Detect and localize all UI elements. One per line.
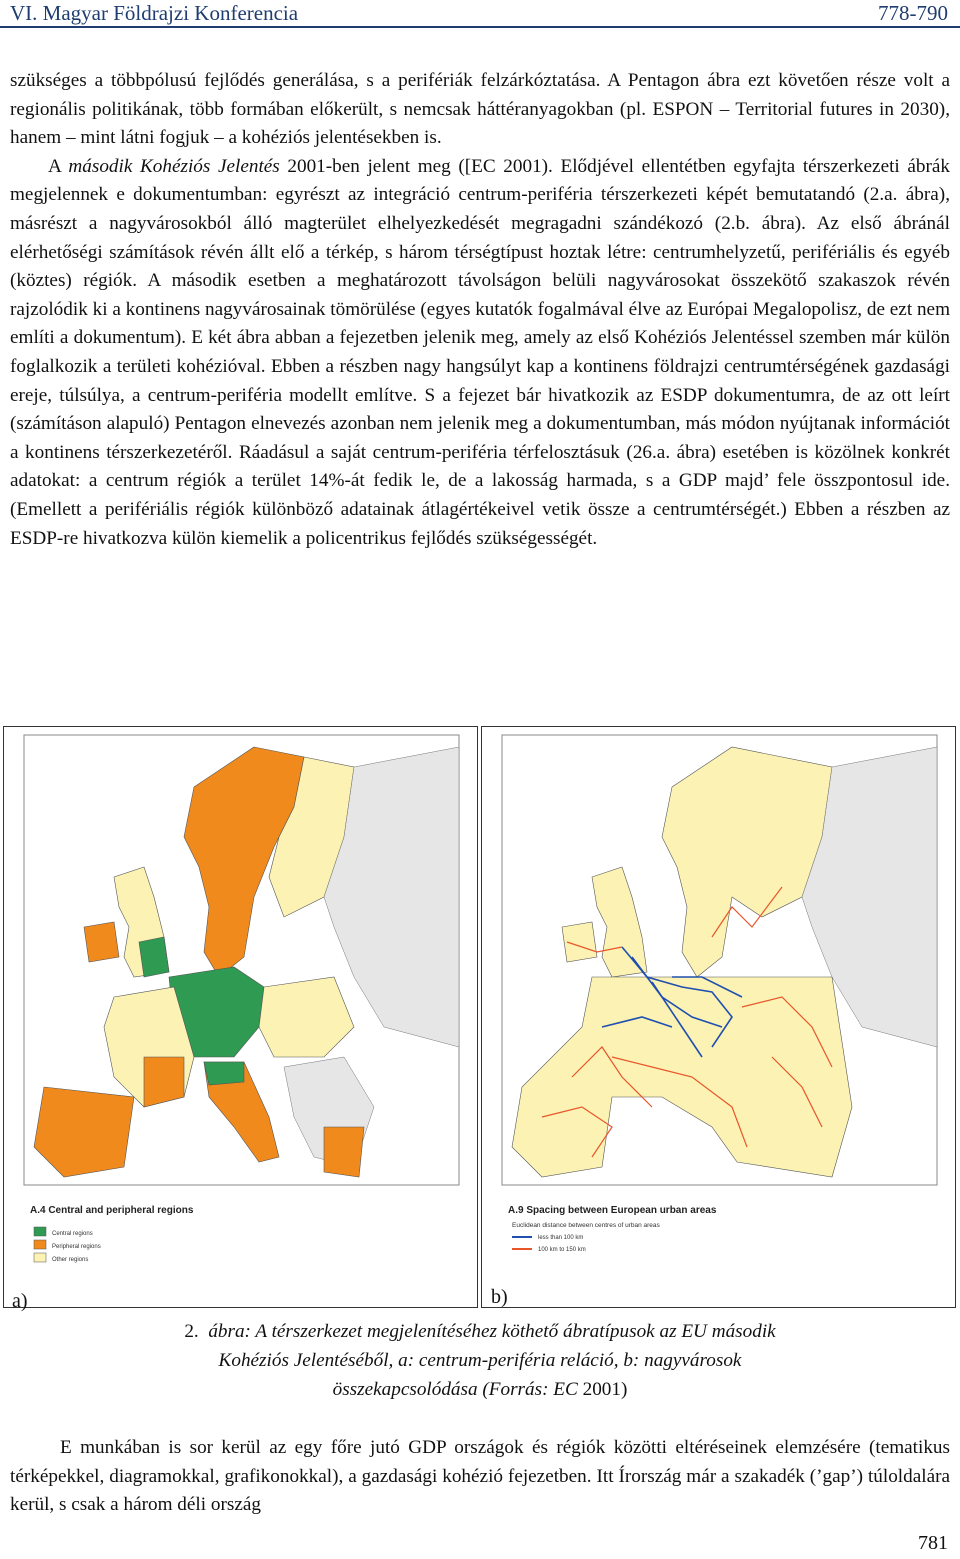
paragraph-1-text: szükséges a többpólusú fejlődés generálása, s a perifériák felzárkóztatása. A Pentagon ábra ezt követően része volt a regionális politikának, több formában előkerült, s nemcsak háttéranyagokban (pl. ESPON – Territorial futures in 2030), hanem – mint látni fogjuk – a kohéziós jelentésekben is. — [10, 70, 950, 149]
end-paragraph: E munkában is sor kerül az egy főre jutó GDP országok és régiók közötti eltéréseinek elemzésére (tematikus térképekkel, diagramokkal, grafikonokkal), a gazdasági kohézió fejezetben. Itt Írország már a szakadék (’gap’) túloldalára kerül, s csak a három déli ország — [10, 1437, 950, 1516]
legend-label-near: less than 100 km — [538, 1235, 584, 1241]
legend-swatch-peripheral — [34, 1240, 46, 1249]
paragraph-1 — [10, 67, 950, 153]
legend-label-other: Other regions — [52, 1257, 89, 1263]
caption-number: 2. — [184, 1321, 199, 1342]
paragraph-2-start: A — [48, 155, 69, 177]
caption-line-2: Kohéziós Jelentéséből, a: centrum-periféria reláció, b: nagyvárosok — [218, 1350, 742, 1371]
legend-swatch-other — [34, 1253, 46, 1262]
page-header — [0, 0, 960, 28]
page-range: 778-790 — [878, 1, 948, 25]
caption-year: 2001) — [577, 1379, 628, 1400]
page-number: 781 — [918, 1532, 948, 1554]
conference-title: VI. Magyar Földrajzi Konferencia — [10, 1, 299, 25]
map-b-panel — [481, 726, 956, 1308]
legend-swatch-central — [34, 1227, 46, 1236]
map-b-image — [482, 727, 956, 1308]
figure-2 — [3, 726, 957, 1308]
body-text — [10, 67, 950, 553]
end-text — [10, 1434, 950, 1520]
caption-line-1-text: ábra: A térszerkezet megjelenítéséhez köthető ábratípusok az EU második — [208, 1321, 776, 1342]
caption-source: EC — [553, 1379, 578, 1400]
caption-line-1 — [120, 1317, 840, 1346]
caption-line-3-text: összekapcsolódása (Forrás: — [332, 1379, 554, 1400]
legend-label-central: Central regions — [52, 1231, 93, 1237]
map-b-title: A.9 Spacing between European urban areas — [508, 1205, 717, 1216]
report-title-italic: második Kohéziós Jelentés — [68, 155, 280, 177]
figure-caption — [120, 1317, 840, 1404]
map-a-title: A.4 Central and peripheral regions — [30, 1205, 194, 1216]
map-a-panel — [3, 726, 478, 1308]
legend-label-far: 100 km to 150 km — [538, 1247, 586, 1253]
figure-label-a: a) — [12, 1290, 28, 1312]
figure-label-b: b) — [491, 1286, 508, 1308]
paragraph-2-rest: 2001-ben jelent meg ([EC 2001). Elődjével ellentétben egyfajta térszerkezeti ábrák megjelennek e dokumentumban: egyrészt az integráció centrum-periféria térszerkezeti képét bemutatandó (2.a. ábra), másrészt a nagyvárosokból álló magterület elhelyezkedését megragadni szándékozó (2.b. ábra). Az első ábránál elérhetőségi számítások révén állt elő a térkép, s három térségtípust hoztak létre: centrumhelyzetű, perifériális és egyéb (köztes) régiók. A második esetben a meghatározott távolságon belüli nagyvárosokat összekötő szakaszok révén rajzolódik ki a kontinens nagyvárosainak tömörülése (egyes kutatók fogalmával élve az Európai Megalopolisz, de ezt nem említi a dokumentum). E két ábra abban a fejezetben jelenik meg, amely az első Kohéziós Jelentéssel szemben már külön foglalkozik a területi kohézióval. Ebben a részben nagy hangsúlyt kap a kontinens földrajzi centrumtérségének gazdasági ereje, túlsúlya, a centrum-periféria modellt említve. S a fejezet bár hivatkozik az ESDP dokumentumra, de az ott leírt (számításon alapuló) Pentagon elnevezés azonban nem jelenik meg a dokumentumban, más módon nyújtanak információt a kontinens térszerkezetéről. Ráadásul a saját centrum-periféria térfelosztásuk (26.a. ábra) esetében is közölnek konkrét adatokat: a centrum régiók a terület 14%-át fedik le, de a lakosság harmada, s a GDP majd’ fele összpontosul ide. (Emellett a perifériális régiók különböző adatainak átlagértékeivel vetik össze a centrumtérségét.) Ebben a részben az ESDP-re hivatkozva külön kiemelik a policentrikus fejlődés szükségességét. — [10, 155, 950, 549]
map-a-image — [4, 727, 478, 1308]
map-b-subtitle: Euclidean distance between centres of urban areas — [512, 1222, 660, 1229]
caption-line-3 — [120, 1375, 840, 1404]
paragraph-2 — [10, 153, 950, 553]
legend-label-peripheral: Peripheral regions — [52, 1244, 101, 1250]
